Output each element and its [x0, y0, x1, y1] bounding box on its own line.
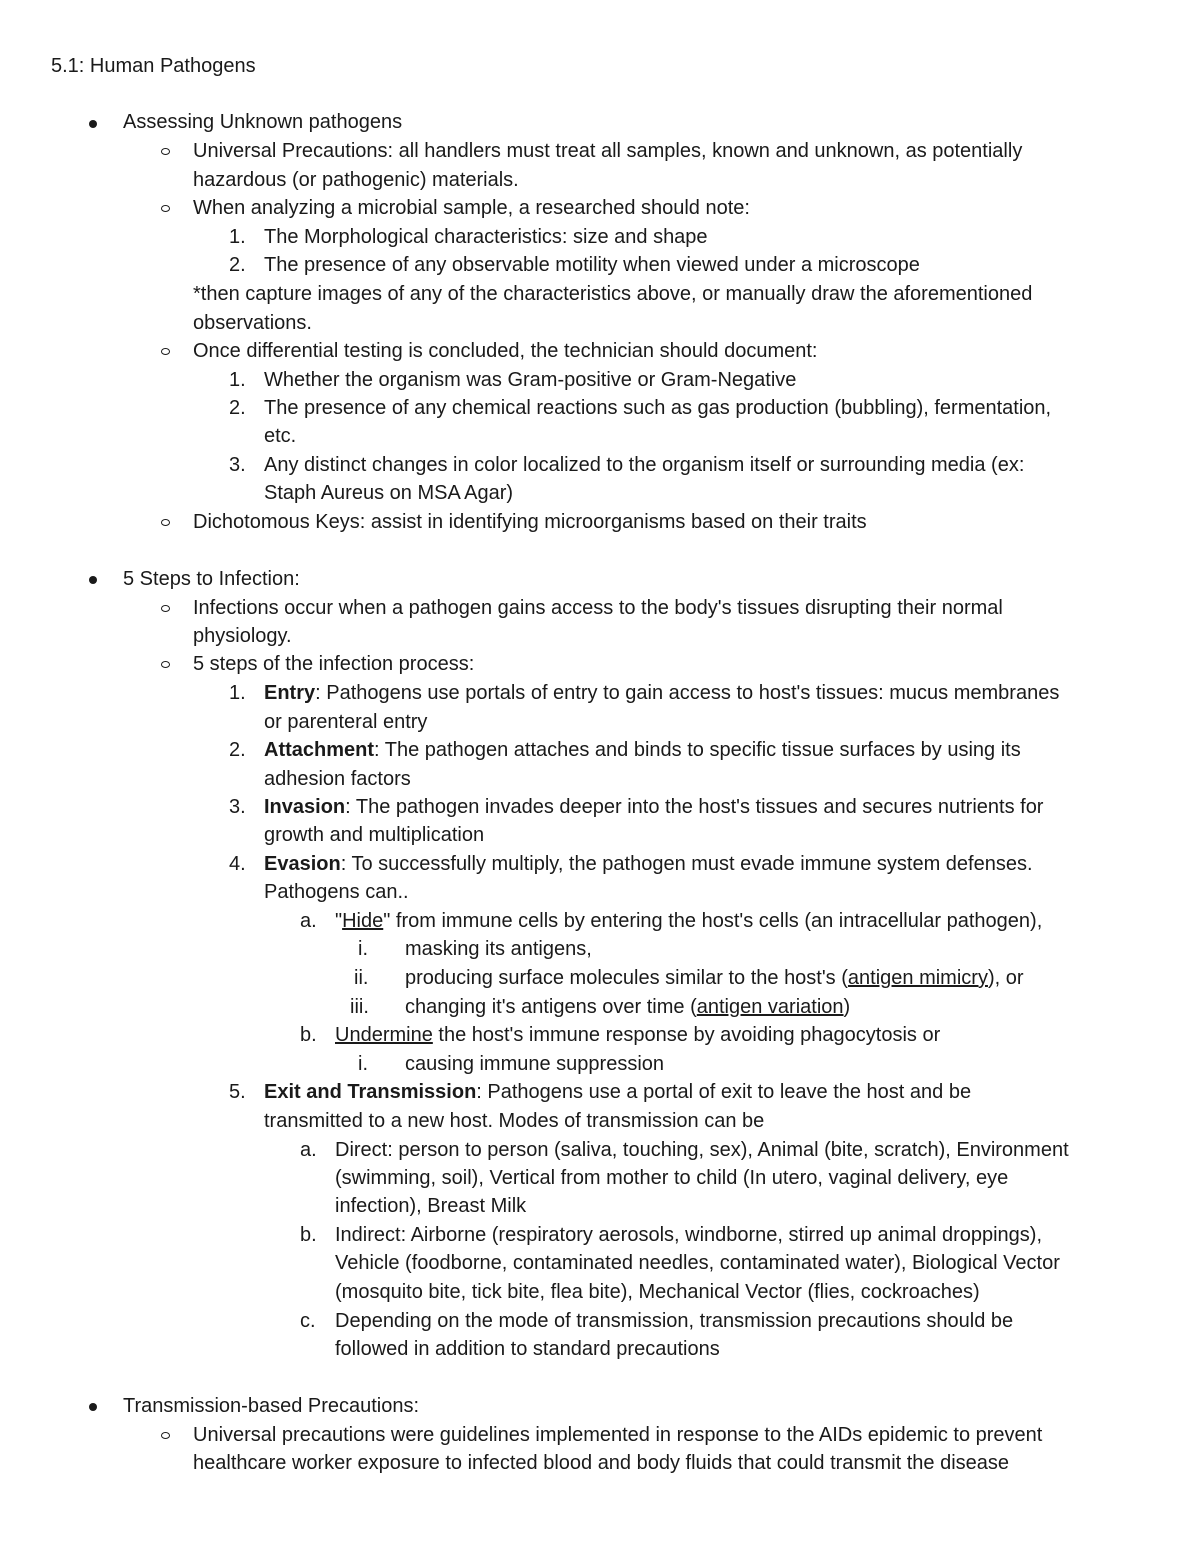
list-item: etc. — [264, 425, 297, 447]
list-item-evasion — [264, 850, 1033, 878]
bold-term: Invasion — [264, 796, 346, 818]
list-number: 3. — [229, 796, 246, 818]
list-number: 2. — [229, 397, 246, 419]
list-number: 1. — [229, 682, 246, 704]
list-item: Pathogens can.. — [264, 881, 409, 903]
list-item: (mosquito bite, tick bite, flea bite), Mechanical Vector (flies, cockroaches) — [335, 1281, 980, 1303]
list-roman: i. — [358, 1053, 368, 1075]
list-item: The presence of any observable motility when viewed under a microscope — [264, 254, 920, 276]
list-letter: b. — [300, 1224, 317, 1246]
list-number: 4. — [229, 853, 246, 875]
list-letter: c. — [300, 1310, 316, 1332]
list-item: transmitted to a new host. Modes of transmission can be — [264, 1110, 765, 1132]
bullet-icon — [89, 576, 97, 584]
text-span: : Pathogens use portals of entry to gain access to host's tissues: mucus membranes — [315, 682, 1060, 704]
text-span: ) — [843, 996, 851, 1018]
list-item: Vehicle (foodborne, contaminated needles, contaminated water), Biological Vector — [335, 1252, 1060, 1274]
list-item: followed in addition to standard precautions — [335, 1338, 720, 1360]
list-number: 2. — [229, 254, 246, 276]
circle-bullet-icon — [161, 148, 170, 155]
circle-bullet-icon — [161, 519, 170, 526]
text-line: Dichotomous Keys: assist in identifying microorganisms based on their traits — [193, 511, 867, 533]
text-span: producing surface molecules similar to the host's ( — [405, 967, 848, 989]
list-item-entry — [264, 679, 1059, 707]
list-item: Staph Aureus on MSA Agar) — [264, 482, 514, 504]
text-line: Once differential testing is concluded, the technician should document: — [193, 340, 818, 362]
section-heading-steps: 5 Steps to Infection: — [123, 568, 300, 590]
circle-bullet-icon — [161, 661, 170, 668]
list-item-undermine — [335, 1021, 940, 1049]
text-line: *then capture images of any of the characteristics above, or manually draw the aforementioned — [193, 283, 1033, 305]
text-line: Universal Precautions: all handlers must treat all samples, known and unknown, as potentially — [193, 140, 1023, 162]
list-item: The presence of any chemical reactions such as gas production (bubbling), fermentation, — [264, 397, 1052, 419]
text-span: ), or — [987, 967, 1024, 989]
underlined-term: antigen variation — [696, 996, 844, 1018]
list-item: or parenteral entry — [264, 711, 428, 733]
list-item-variation — [405, 993, 850, 1021]
bold-term: Evasion — [264, 853, 341, 875]
list-item-mimicry — [405, 964, 1024, 992]
list-letter: a. — [300, 910, 317, 932]
list-item: infection), Breast Milk — [335, 1195, 527, 1217]
list-item: Depending on the mode of transmission, transmission precautions should be — [335, 1310, 1014, 1332]
text-span: the host's immune response by avoiding phagocytosis or — [432, 1024, 941, 1046]
list-item-attachment — [264, 736, 1021, 764]
underlined-term: antigen mimicry — [847, 967, 988, 989]
text-line: hazardous (or pathogenic) materials. — [193, 169, 519, 191]
text-line: When analyzing a microbial sample, a researched should note: — [193, 197, 750, 219]
list-number: 5. — [229, 1081, 246, 1103]
underlined-term: Hide — [342, 910, 384, 932]
text-line: physiology. — [193, 625, 292, 647]
section-heading-assessing: Assessing Unknown pathogens — [123, 111, 403, 133]
list-item: Indirect: Airborne (respiratory aerosols, windborne, stirred up animal droppings), — [335, 1224, 1043, 1246]
list-item-invasion — [264, 793, 1043, 821]
bold-term: Exit and Transmission — [264, 1081, 477, 1103]
list-letter: b. — [300, 1024, 317, 1046]
bold-term: Attachment — [264, 739, 375, 761]
list-roman: iii. — [350, 996, 369, 1018]
list-item: The Morphological characteristics: size and shape — [264, 226, 708, 248]
document-title: 5.1: Human Pathogens — [51, 55, 256, 77]
section-heading-precautions: Transmission-based Precautions: — [123, 1395, 420, 1417]
bold-term: Entry — [264, 682, 316, 704]
list-item-exit — [264, 1078, 971, 1106]
list-number: 2. — [229, 739, 246, 761]
text-span: changing it's antigens over time ( — [405, 996, 697, 1018]
text-line: Universal precautions were guidelines implemented in response to the AIDs epidemic to prevent — [193, 1424, 1043, 1446]
text-line: healthcare worker exposure to infected blood and body fluids that could transmit the disease — [193, 1452, 1010, 1474]
list-item: (swimming, soil), Vertical from mother to child (In utero, vaginal delivery, eye — [335, 1167, 1009, 1189]
underlined-term: Undermine — [335, 1024, 433, 1046]
list-item: causing immune suppression — [405, 1053, 665, 1075]
text-line: 5 steps of the infection process: — [193, 653, 475, 675]
bullet-icon — [89, 1403, 97, 1411]
list-number: 3. — [229, 454, 246, 476]
circle-bullet-icon — [161, 205, 170, 212]
circle-bullet-icon — [161, 605, 170, 612]
text-span: : The pathogen attaches and binds to specific tissue surfaces by using its — [374, 739, 1021, 761]
list-item: Direct: person to person (saliva, touching, sex), Animal (bite, scratch), Environment — [335, 1139, 1069, 1161]
list-item: Whether the organism was Gram-positive or Gram-Negative — [264, 369, 797, 391]
list-item: growth and multiplication — [264, 824, 485, 846]
circle-bullet-icon — [161, 1432, 170, 1439]
list-number: 1. — [229, 369, 246, 391]
list-roman: i. — [358, 938, 368, 960]
list-roman: ii. — [354, 967, 369, 989]
bullet-icon — [89, 120, 97, 128]
text-line: Infections occur when a pathogen gains access to the body's tissues disrupting their normal — [193, 597, 1003, 619]
circle-bullet-icon — [161, 348, 170, 355]
list-item: adhesion factors — [264, 768, 411, 790]
list-item: Any distinct changes in color localized to the organism itself or surrounding media (ex: — [264, 454, 1025, 476]
text-span: " — [335, 910, 343, 932]
text-line: observations. — [193, 312, 312, 334]
list-item: masking its antigens, — [405, 938, 592, 960]
text-span: " from immune cells by entering the host's cells (an intracellular pathogen), — [383, 910, 1043, 932]
text-span: : The pathogen invades deeper into the host's tissues and secures nutrients for — [345, 796, 1044, 818]
list-letter: a. — [300, 1139, 317, 1161]
list-item-hide — [335, 907, 1042, 935]
list-number: 1. — [229, 226, 246, 248]
text-span: : Pathogens use a portal of exit to leave the host and be — [476, 1081, 972, 1103]
text-span: : To successfully multiply, the pathogen must evade immune system defenses. — [340, 853, 1033, 875]
